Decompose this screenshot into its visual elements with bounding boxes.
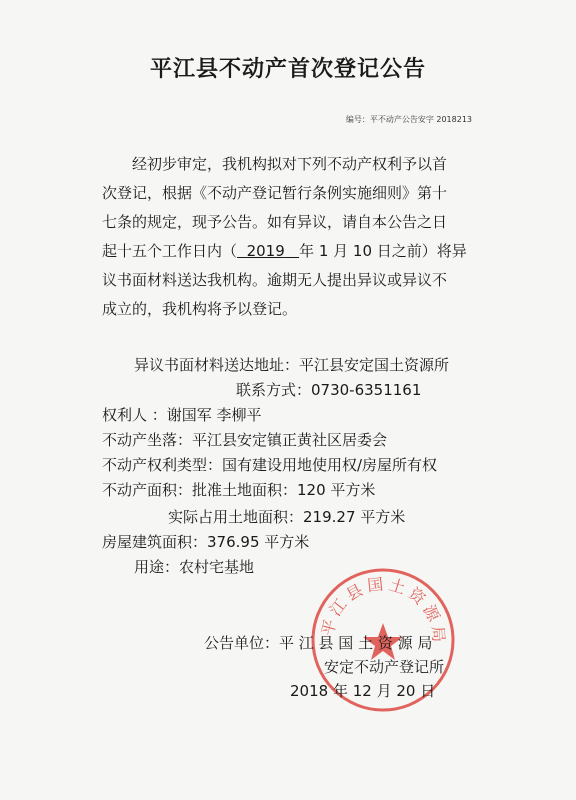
deadline-year	[237, 242, 299, 260]
contact-phone: 联系方式：0730-6351161	[236, 381, 422, 399]
registration-office: 安定不动产登记所	[324, 658, 445, 676]
publisher: 公告单位：平 江 县 国 土 资 源 局	[204, 634, 433, 652]
right-holder: 权利人 ：谢国军 李柳平	[102, 406, 262, 424]
actual-land-area: 实际占用土地面积：219.27 平方米	[168, 508, 406, 526]
approved-land-area: 不动产面积：批准土地面积：120 平方米	[102, 481, 376, 499]
document-number: 编号：平不动产公告安字 2018213	[345, 115, 472, 124]
deadline-year-value: 2019	[246, 242, 285, 260]
right-type: 不动产权利类型：国有建设用地使用权/房屋所有权	[102, 456, 438, 474]
intro-line-4-end: 年 1 月 10 日之前）将异	[299, 242, 467, 260]
intro-line-4-start: 起十五个工作日内（	[102, 242, 238, 260]
intro-line-2: 次登记，根据《不动产登记暂行条例实施细则》第十	[102, 184, 448, 202]
notice-date: 2018 年 12 月 20 日	[290, 682, 436, 700]
property-location: 不动产坐落：平江县安定镇正黄社区居委会	[102, 431, 388, 449]
page-title: 平江县不动产首次登记公告	[149, 57, 426, 82]
seal-text: 平江县国土资源局	[317, 574, 449, 647]
intro-line-3: 七条的规定，现予公告。如有异议，请自本公告之日	[102, 213, 448, 231]
intro-line-1: 经初步审定，我机构拟对下列不动产权利予以首	[132, 155, 448, 173]
land-usage: 用途：农村宅基地	[134, 558, 255, 576]
intro-line-6: 成立的，我机构将予以登记。	[102, 300, 298, 318]
intro-line-5: 议书面材料送达我机构。逾期无人提出异议或异议不	[102, 271, 448, 289]
intro-paragraph	[102, 150, 502, 324]
objection-address: 异议书面材料送达地址：平江县安定国土资源所	[134, 356, 450, 374]
intro-line-4	[102, 237, 502, 266]
building-area: 房屋建筑面积：376.95 平方米	[102, 533, 310, 551]
